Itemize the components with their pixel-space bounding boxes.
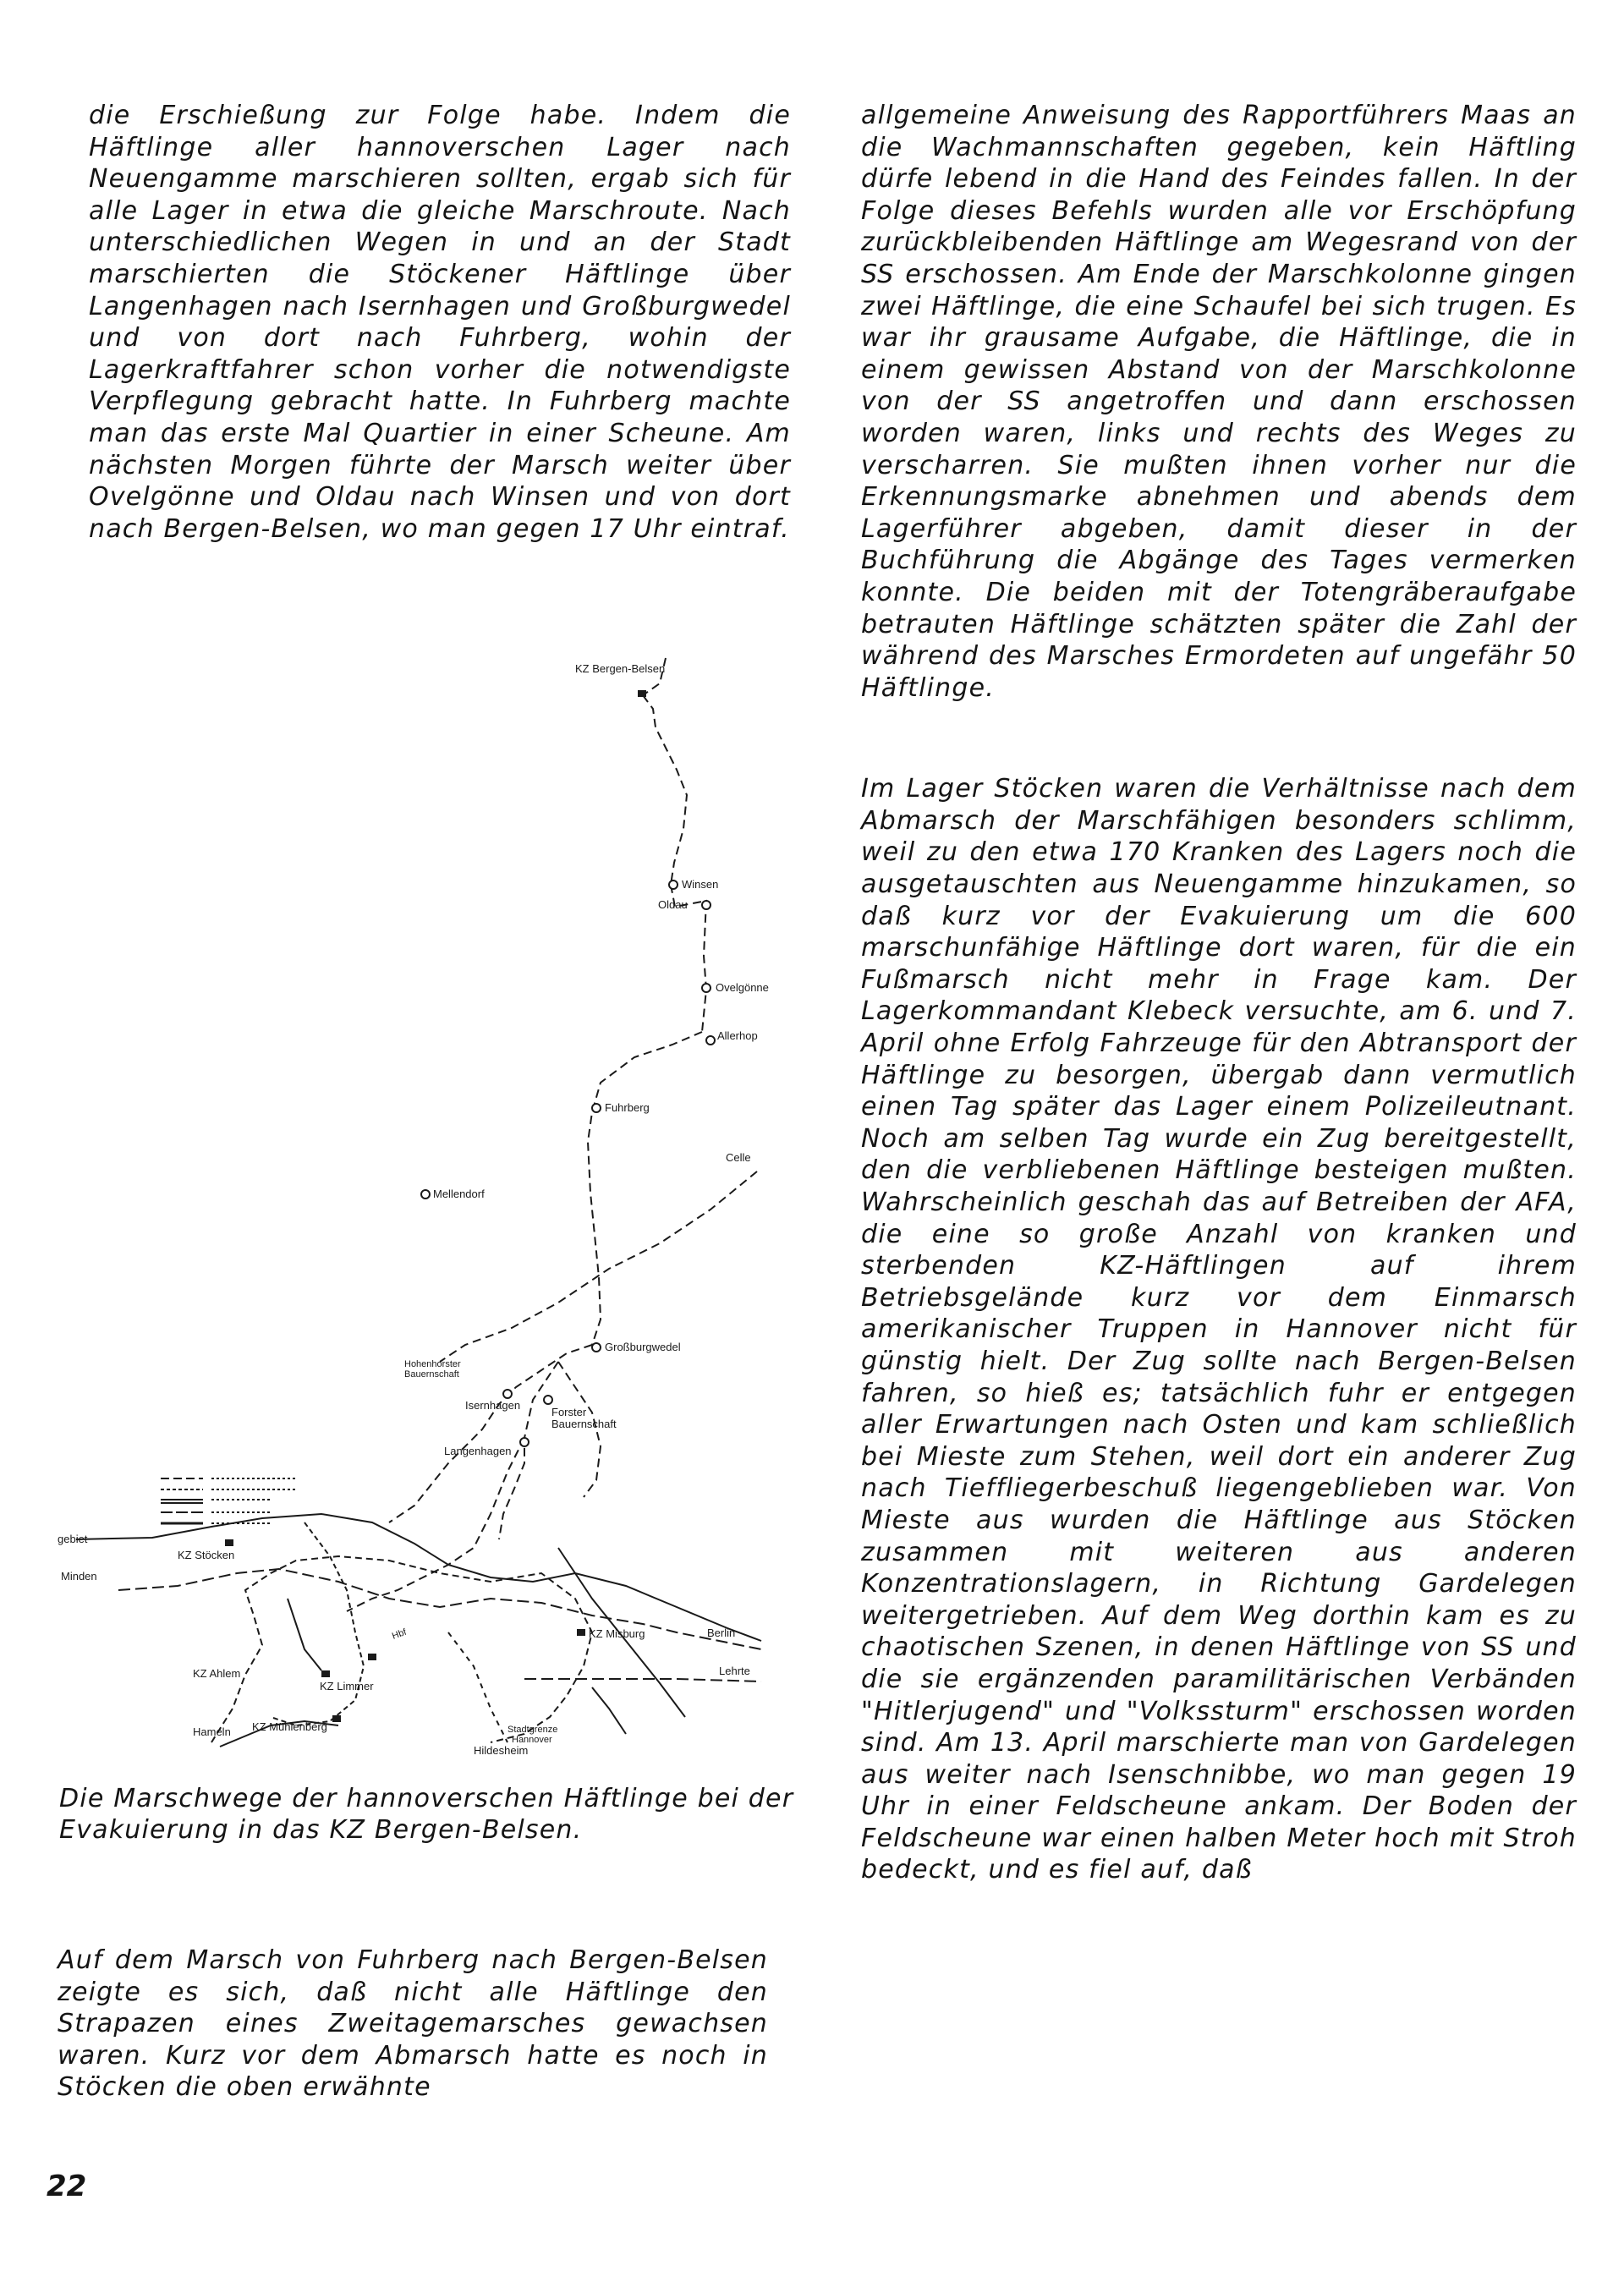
label-forster-2: Bauernschaft xyxy=(551,1418,617,1430)
label-kz-stoecken: KZ Stöcken xyxy=(178,1549,235,1561)
left-column-lower xyxy=(58,1945,768,2104)
route-bergen-belsen-winsen xyxy=(643,658,687,885)
mellendorf-marker xyxy=(421,1190,430,1199)
label-hameln: Hameln xyxy=(193,1725,231,1738)
label-oldau: Oldau xyxy=(658,898,688,911)
left-paragraph-1: die Erschießung zur Folge habe. Indem die Häftlinge aller hannoverschen Lager nach Neuengamme marschieren sollten, ergab sich für alle Lager in etwa die gleiche Marschroute. Nach unterschiedlichen Wegen in und an der Stadt marschierten die Stöckener Häftlinge über Langenhagen nach Isernhagen und Großburgwedel und von dort nach Fuhrberg, wohin der Lagerkraftfahrer schon vorher die notwendigste Verpflegung gebracht hatte. In Fuhrberg machte man das erste Mal Quartier in einer Scheune. Am nächsten Morgen führte der Marsch weiter über Ovelgönne und Oldau nach Winsen und von dort nach Bergen-Belsen, wo man gegen 17 Uhr eintraf. xyxy=(89,101,791,544)
kz-bergen-belsen-marker xyxy=(638,690,646,697)
rail-to-lehrte xyxy=(524,1679,761,1681)
road-kz-ahlem xyxy=(288,1599,321,1670)
kz-limmer-marker xyxy=(368,1654,376,1660)
figure-caption: Die Marschwege der hannoverschen Häftlinge bei der Evakuierung in das KZ Bergen-Belsen. xyxy=(59,1784,794,1845)
river-leine xyxy=(271,1522,364,1725)
label-fuhrberg: Fuhrberg xyxy=(605,1101,650,1114)
route-langenhagen-city xyxy=(347,1438,524,1611)
winsen-marker xyxy=(669,880,678,889)
label-stadtgrenze-1: Stadtgrenze xyxy=(508,1725,558,1735)
right-column xyxy=(861,100,1577,1886)
rail-line-1 xyxy=(76,1514,761,1641)
map-drawing xyxy=(51,617,812,1755)
kz-ahlem-marker xyxy=(321,1670,330,1677)
label-hildesheim: Hildesheim xyxy=(474,1744,529,1755)
label-kz-misburg: KZ Misburg xyxy=(589,1627,645,1640)
label-berlin: Berlin xyxy=(707,1626,736,1639)
left-paragraph-2: Auf dem Marsch von Fuhrberg nach Bergen-Belsen zeigte es sich, daß nicht alle Häftlinge den Strapazen eines Zweitagemarsches gewachsen waren. Kurz vor dem Abmarsch hatte es noch in Stöcken die oben erwähnte xyxy=(58,1945,768,2103)
label-kz-ahlem: KZ Ahlem xyxy=(193,1667,241,1680)
city-boundary xyxy=(211,1556,592,1742)
route-allerhop-fuhrberg xyxy=(588,1032,702,1345)
grossburgwedel-marker xyxy=(592,1343,601,1352)
label-forster-1: Forster xyxy=(551,1406,587,1418)
label-gebiet: gebiet xyxy=(58,1533,88,1545)
kz-muehlenberg-marker xyxy=(332,1715,341,1722)
label-bergen-belsen: KZ Bergen-Belsen xyxy=(575,662,666,675)
label-allerhop: Allerhop xyxy=(717,1029,758,1042)
kz-stoecken-marker xyxy=(225,1539,233,1546)
label-minden: Minden xyxy=(61,1570,97,1583)
road-diagonal xyxy=(592,1687,626,1734)
label-ovelgoenne: Ovelgönne xyxy=(716,981,769,994)
kz-misburg-marker xyxy=(577,1629,585,1636)
label-hohenhorster-2: Bauernschaft xyxy=(404,1369,459,1380)
label-langenhagen: Langenhagen xyxy=(444,1445,512,1457)
langenhagen-marker xyxy=(520,1438,529,1446)
rail-to-hildesheim xyxy=(448,1632,508,1742)
march-route-map xyxy=(51,617,812,1755)
label-lehrte: Lehrte xyxy=(719,1665,750,1677)
rail-line-2 xyxy=(118,1569,761,1649)
left-column xyxy=(89,100,791,545)
isernhagen-marker xyxy=(503,1390,512,1398)
label-kz-limmer: KZ Limmer xyxy=(320,1680,374,1692)
label-celle: Celle xyxy=(726,1151,751,1164)
right-paragraph-2: Im Lager Stöcken waren die Verhältnisse nach dem Abmarsch der Marschfähigen besonders schlimm, weil zu den etwa 170 Kranken des Lagers noch die ausgetauschten aus Neuengamme hinzukamen, so daß kurz vor der Evakuierung um die 600 marschunfähige Häftlinge dort waren, für die ein Fußmarsch nicht mehr in Frage kam. Der Lagerkommandant Klebeck versuchte, am 6. und 7. April ohne Erfolg Fahrzeuge für den Abtransport der Häftlinge zu besorgen, übergab dann vermutlich einen Tag später das Lager einem Polizeileutnant. Noch am selben Tag wurde ein Zug bereitgestellt, den die verbliebenen Häftlinge besteigen mußten. Wahrscheinlich geschah das auf Betreiben der AFA, die eine so große Anzahl von kranken und sterbenden KZ-Häftlingen auf ihrem Betriebsgelände kurz vor dem Einmarsch amerikanischer Truppen in Hannover nicht für günstig hielt. Der Zug sollte nach Bergen-Belsen fahren, so hieß es; tatsächlich fuhr er entgegen aller Erwartungen nach Osten und kam schließlich bei Mieste zum Stehen, weil dort ein anderer Zug nach Tieffliegerbeschuß liegengeblieben war. Von Mieste aus wurden die Häftlinge aus Stöcken zusammen mit weiteren aus anderen Konzentrationslagern, in Richtung Gardelegen weitergetrieben. Auf dem Weg dorthin kam es zu chaotischen Szenen, in denen Häftlinge von SS und die sie ergänzenden paramilitärischen Verbänden "Hitlerjugend" und "Volkssturm" erschossen worden sind. Am 13. April marschierte man von Gardelegen aus weiter nach Isenschnibbe, wo man gegen 19 Uhr in einer Feldscheune ankam. Der Boden der Feldscheune war einen halben Meter hoch mit Stroh bedeckt, und es fiel auf, daß xyxy=(861,774,1577,1885)
forster-marker xyxy=(544,1396,552,1404)
label-kz-muehlenberg: KZ Mühlenberg xyxy=(252,1720,327,1733)
label-grossburgwedel: Großburgwedel xyxy=(605,1341,681,1353)
ovelgoenne-marker xyxy=(702,984,710,992)
label-winsen: Winsen xyxy=(682,878,719,891)
label-isernhagen: Isernhagen xyxy=(465,1399,521,1412)
right-paragraph-1: allgemeine Anweisung des Rapportführers Maas an die Wachmannschaften gegeben, kein Häftling dürfe lebend in die Hand des Feindes fallen. In der Folge dieses Befehls wurden alle vor Erschöpfung zurückbleibenden Häftlinge am Wegesrand von der SS erschossen. Am Ende der Marschkolonne gingen zwei Häftlinge, die eine Schaufel bei sich trugen. Es war ihr grausame Aufgabe, die Häftlinge, die in einem gewissen Abstand von der Marschkolonne von der SS angetroffen und dann erschossen worden waren, links und rechts des Weges zu verscharren. Sie mußten ihnen vorher nur die Erkennungsmarke abnehmen und abends dem Lagerführer abgeben, damit dieser in der Buchführung die Abgänge des Tages vermerken konnte. Die beiden mit der Totengräberaufgabe betrauten Häftlinge schätzten später die Zahl der während des Marsches Ermordeten auf ungefähr 50 Häftlinge. xyxy=(861,101,1577,703)
allerhop-marker xyxy=(706,1036,715,1045)
label-mellendorf: Mellendorf xyxy=(433,1188,485,1200)
page-number: 22 xyxy=(47,2170,87,2203)
label-hohenhorster-1: Hohenhorster xyxy=(404,1359,461,1369)
label-stadtgrenze-2: Hannover xyxy=(512,1735,552,1745)
oldau-marker xyxy=(702,901,710,909)
fuhrberg-marker xyxy=(592,1104,601,1112)
label-hbf: Hbf xyxy=(390,1626,409,1642)
